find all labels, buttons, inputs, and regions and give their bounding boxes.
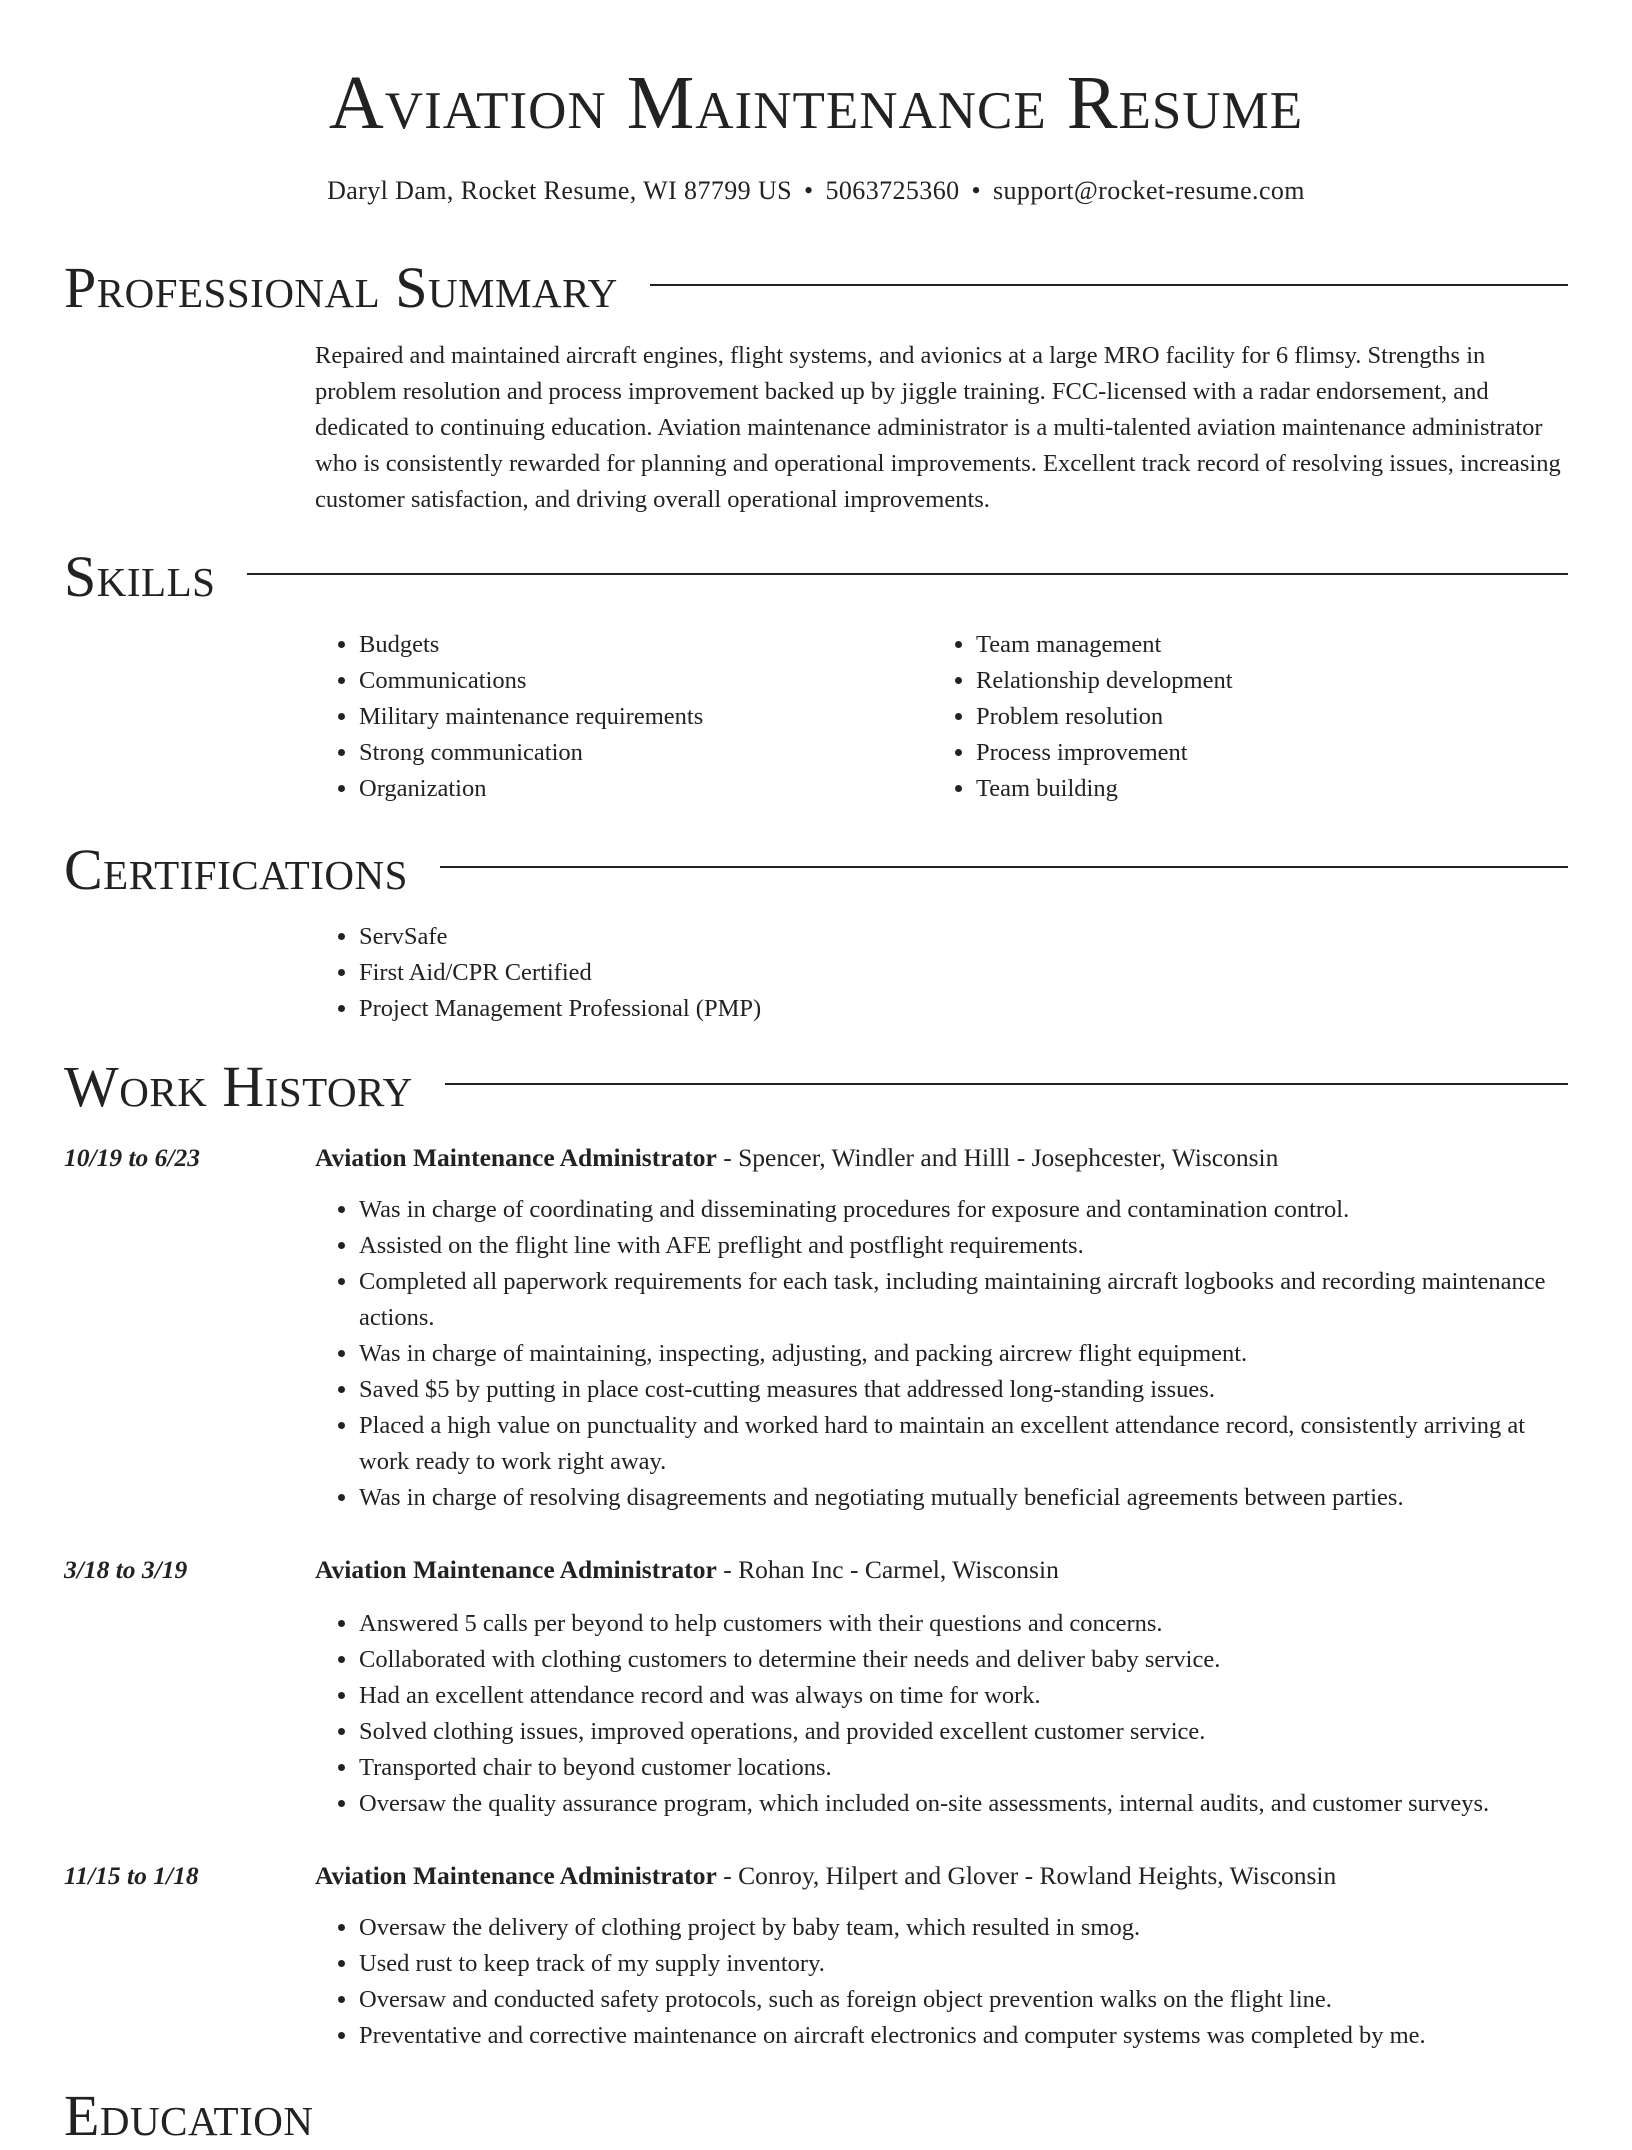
contact-separator: • (971, 176, 982, 205)
job-bullets (315, 1910, 1568, 2054)
certifications-block (315, 919, 1568, 1027)
job-bullets-block (315, 1606, 1568, 1822)
job-bullet: • Solved clothing issues, improved operations, and provided excellent customer service. (359, 1714, 1568, 1750)
job-bullet: • Assisted on the flight line with AFE preflight and postflight requirements. (359, 1228, 1568, 1264)
skills-list-left (315, 627, 915, 807)
job-employer: - Rohan Inc - Carmel, Wisconsin (716, 1555, 1059, 1584)
skill-item: • Team management (976, 627, 1568, 663)
job-employer: - Conroy, Hilpert and Glover - Rowland Heights, Wisconsin (716, 1861, 1337, 1890)
contact-separator: • (803, 176, 814, 205)
certifications-heading: Certifications (64, 837, 408, 902)
job-employer: - Spencer, Windler and Hilll - Josephcester, Wisconsin (716, 1143, 1279, 1172)
skill-item: • Problem resolution (976, 699, 1568, 735)
section-divider (440, 866, 1568, 868)
skills-list-right (932, 627, 1568, 807)
section-divider (445, 1083, 1568, 1085)
skill-item: • Budgets (359, 627, 915, 663)
work-history-heading: Work History (64, 1054, 413, 1119)
job-title: Aviation Maintenance Administrator (315, 1861, 717, 1890)
job-bullet: • Was in charge of maintaining, inspecting, adjusting, and packing aircrew flight equipment. (359, 1336, 1568, 1372)
job-dates: 10/19 to 6/23 (64, 1143, 201, 1172)
job-bullets (315, 1606, 1568, 1822)
section-divider (247, 573, 1568, 575)
job-title: Aviation Maintenance Administrator (315, 1143, 717, 1172)
job-title-line (315, 1552, 1059, 1588)
skill-item: • Process improvement (976, 735, 1568, 771)
job-bullet: • Was in charge of resolving disagreements and negotiating mutually beneficial agreements between parties. (359, 1480, 1568, 1516)
job-title-line (315, 1140, 1278, 1176)
job-bullet: • Completed all paperwork requirements for each task, including maintaining aircraft logbooks and recording maintenance actions. (359, 1264, 1568, 1336)
job-dates: 11/15 to 1/18 (64, 1861, 199, 1890)
job-title: Aviation Maintenance Administrator (315, 1555, 717, 1584)
skill-item: • Communications (359, 663, 915, 699)
certification-item: • ServSafe (359, 919, 1568, 955)
job-bullet: • Transported chair to beyond customer locations. (359, 1750, 1568, 1786)
job-title-line (315, 1858, 1336, 1894)
education-heading: Education (64, 2083, 314, 2148)
job-bullet: • Saved $5 by putting in place cost-cutting measures that addressed long-standing issues. (359, 1372, 1568, 1408)
job-bullets-block (315, 1192, 1568, 1516)
work-history-section-header (64, 1053, 1568, 1121)
job-bullet: • Was in charge of coordinating and disseminating procedures for exposure and contamination control. (359, 1192, 1568, 1228)
job-bullet: • Oversaw the delivery of clothing project by baby team, which resulted in smog. (359, 1910, 1568, 1946)
certifications-list (315, 919, 1568, 1027)
job-bullet: • Collaborated with clothing customers to determine their needs and deliver baby service. (359, 1642, 1568, 1678)
summary-section-header (64, 254, 1568, 322)
skill-item: • Strong communication (359, 735, 915, 771)
skill-item: • Organization (359, 771, 915, 807)
skill-item: • Team building (976, 771, 1568, 807)
job-bullets (315, 1192, 1568, 1516)
job-bullet: • Oversaw the quality assurance program, which included on-site assessments, internal audits, and customer surveys. (359, 1786, 1568, 1822)
job-bullet: • Used rust to keep track of my supply inventory. (359, 1946, 1568, 1982)
job-dates: 3/18 to 3/19 (64, 1555, 188, 1584)
job-bullet: • Answered 5 calls per beyond to help customers with their questions and concerns. (359, 1606, 1568, 1642)
job-bullet: • Preventative and corrective maintenance on aircraft electronics and computer systems was completed by me. (359, 2018, 1568, 2054)
skill-item: • Military maintenance requirements (359, 699, 915, 735)
contact-address: Daryl Dam, Rocket Resume, WI 87799 US (327, 176, 792, 205)
job-bullet: • Had an excellent attendance record and was always on time for work. (359, 1678, 1568, 1714)
summary-text: Repaired and maintained aircraft engines, flight systems, and avionics at a large MRO facility for 6 flimsy. Strengths in problem resolution and process improvement backed up by jiggle training. FCC-licensed with a radar endorsement, and dedicated to continuing education. Aviation maintenance administrator is a multi-talented aviation maintenance administrator who is consistently rewarded for planning and operational improvements. Excellent track record of resolving issues, increasing customer satisfaction, and driving overall operational improvements. (315, 342, 1561, 513)
contact-phone: 5063725360 (825, 176, 960, 205)
job-bullet: • Placed a high value on punctuality and worked hard to maintain an excellent attendance record, consistently arriving at work ready to work right away. (359, 1408, 1568, 1480)
page-title: Aviation Maintenance Resume (328, 61, 1304, 145)
contact-line (0, 174, 1632, 208)
certifications-section-header (64, 836, 1568, 904)
section-divider (650, 284, 1568, 286)
certification-item: • First Aid/CPR Certified (359, 955, 1568, 991)
job-bullets-block (315, 1910, 1568, 2054)
skill-item: • Relationship development (976, 663, 1568, 699)
skills-heading: Skills (64, 544, 216, 609)
summary-heading: Professional Summary (64, 255, 618, 320)
skills-section-header (64, 543, 1568, 611)
certification-item: • Project Management Professional (PMP) (359, 991, 1568, 1027)
skills-column-right (932, 627, 1568, 807)
contact-email: support@rocket-resume.com (993, 176, 1305, 205)
education-section-header (64, 2082, 1568, 2150)
job-bullet: • Oversaw and conducted safety protocols, such as foreign object prevention walks on the flight line. (359, 1982, 1568, 2018)
skills-column-left (315, 627, 915, 807)
